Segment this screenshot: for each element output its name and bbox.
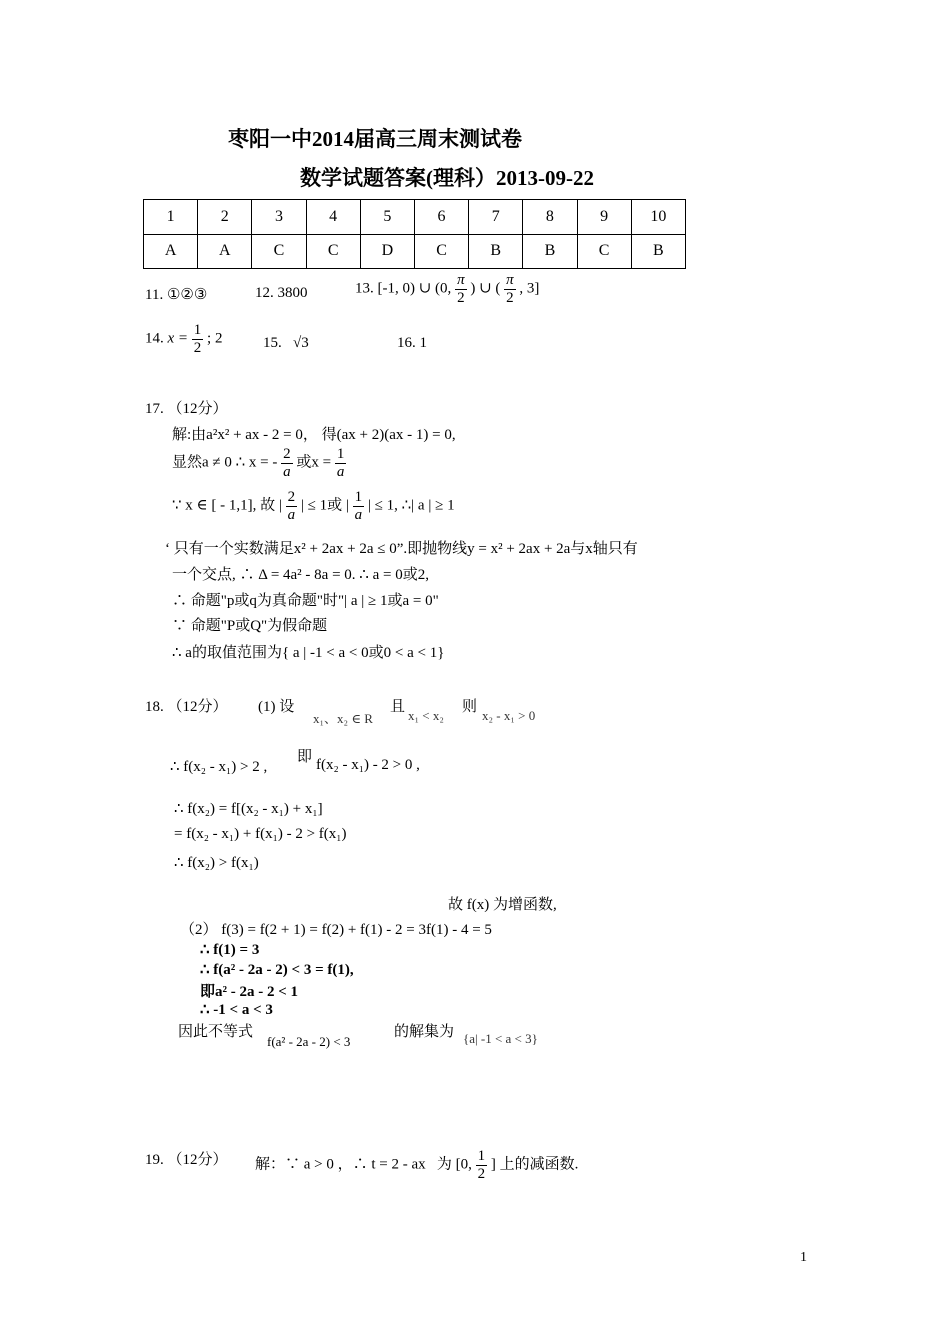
q18-diff-positive: x₂ - x₁ > 0 xyxy=(482,708,536,723)
answer-table-answer-cell: C xyxy=(306,234,360,269)
answer-table-answer-cell: B xyxy=(631,234,685,269)
q18-line-10: 即a² - 2a - 2 < 1 xyxy=(200,984,299,1000)
q18-line-2a: ∴ f(x₂ - x₁) > 2 , xyxy=(170,759,268,775)
q18-part1-label: (1) 设 xyxy=(258,699,295,715)
answer-table-answer-row xyxy=(144,234,686,269)
q17-line-1: 解:由a²x² + ax - 2 = 0， 得(ax + 2)(ax - 1) = 0, xyxy=(172,427,456,443)
q18-line-5: ∴ f(x₂) > f(x₁) xyxy=(174,855,259,871)
q18-line-4: = f(x₂ - x₁) + f(x₁) - 2 > f(x₁) xyxy=(174,826,347,842)
q19-heading: 19. （12分） xyxy=(145,1152,228,1168)
q17-line-2: 显然a ≠ 0 ∴ x = - $\frac{2}{a}$ 或x = $\frac{1}{a}$ xyxy=(172,446,345,480)
answer-table-number-cell: 8 xyxy=(523,200,577,235)
answer-12: 12. 3800 xyxy=(255,285,308,301)
page-number: 1 xyxy=(800,1250,807,1265)
q18-line-12b: f(a² - 2a - 2) < 3 xyxy=(267,1034,351,1049)
answer-table-answer-cell: B xyxy=(469,234,523,269)
q18-line-12a: 因此不等式 xyxy=(178,1024,254,1040)
title-line-2: 数学试题答案(理科）2013-09-22 xyxy=(300,166,594,190)
answer-13: 13. [-1, 0) ∪ (0, $\frac{\pi}{2}$ ) ∪ ( $\frac{\pi}{2}$ , 3] xyxy=(355,272,540,306)
q17-line-4: ‘ 只有一个实数满足x² + 2ax + 2a ≤ 0”.即抛物线y = x² + 2ax + 2a与x轴只有 xyxy=(165,541,638,557)
q18-line-9: ∴ f(a² - 2a - 2) < 3 = f(1), xyxy=(200,962,354,978)
q18-line-2b: f(x₂ - x₁) - 2 > 0 , xyxy=(316,757,420,773)
answer-table xyxy=(143,199,686,269)
answer-table-answer-cell: C xyxy=(252,234,306,269)
answer-16: 16. 1 xyxy=(397,335,427,351)
answer-table-answer-cell: A xyxy=(198,234,252,269)
answer-table-number-cell: 10 xyxy=(631,200,685,235)
answer-table-answer-cell: B xyxy=(523,234,577,269)
answer-table-number-cell: 6 xyxy=(414,200,468,235)
q18-and: 且 xyxy=(390,699,406,715)
q18-heading: 18. （12分） xyxy=(145,699,228,715)
q18-ji: 即 xyxy=(297,749,313,765)
answer-table-number-cell: 2 xyxy=(198,200,252,235)
answer-table-answer-cell: C xyxy=(414,234,468,269)
q18-line-8: ∴ f(1) = 3 xyxy=(200,942,260,958)
q17-line-3: ∵ x ∈ [ - 1,1], 故 | $\frac{2}{a}$ | ≤ 1或 | $\frac{1}{a}$ | ≤ 1, ∴| a | ≥ 1 xyxy=(172,489,455,523)
answer-table-answer-cell: A xyxy=(144,234,198,269)
q17-heading: 17. （12分） xyxy=(145,401,228,417)
answer-table-number-cell: 4 xyxy=(306,200,360,235)
q17-line-7: ∵ 命题"P或Q"为假命题 xyxy=(172,618,328,634)
answer-table-answer-cell: D xyxy=(360,234,414,269)
q17-line-8: ∴ a的取值范围为{ a | -1 < a < 0或0 < a < 1} xyxy=(172,645,445,661)
q18-line-11: ∴ -1 < a < 3 xyxy=(200,1002,273,1018)
answer-15: 15. √3 xyxy=(263,335,309,351)
answer-14: 14. x = $\frac{1}{2}$ ; 2 xyxy=(145,322,223,356)
answer-table-answer-cell: C xyxy=(577,234,631,269)
answer-table-number-cell: 9 xyxy=(577,200,631,235)
title-line-1: 枣阳一中2014届高三周末测试卷 xyxy=(228,127,522,151)
q18-line-6: 故 f(x) 为增函数, xyxy=(448,897,557,913)
q18-line-7: （2） f(3) = f(2 + 1) = f(2) + f(1) - 2 = 3f(1) - 4 = 5 xyxy=(180,922,492,938)
q18-line-3: ∴ f(x₂) = f[(x₂ - x₁) + x₁] xyxy=(174,801,323,817)
answer-11: 11. ①②③ xyxy=(145,287,208,303)
q17-line-6: ∴ 命题"p或q为真命题"时"| a | ≥ 1或a = 0" xyxy=(172,593,439,609)
q18-x-in-r: x₁、x₂ ∈ R xyxy=(313,711,373,726)
q19-line: 解：∵ a > 0 ，∴ t = 2 - ax 为 [0, $\frac{1}{2}$ ] 上的减函数. xyxy=(255,1148,579,1182)
answer-table-number-cell: 7 xyxy=(469,200,523,235)
answer-table-number-cell: 1 xyxy=(144,200,198,235)
q18-line-12d: {a| -1 < a < 3} xyxy=(463,1031,538,1046)
answer-table-number-cell: 5 xyxy=(360,200,414,235)
answer-table-number-cell: 3 xyxy=(252,200,306,235)
q18-line-12c: 的解集为 xyxy=(394,1024,455,1040)
answer-table-number-row xyxy=(144,200,686,235)
q17-line-5: 一个交点, ∴ Δ = 4a² - 8a = 0. ∴ a = 0或2, xyxy=(172,567,429,583)
q18-then: 则 xyxy=(462,699,478,715)
q18-x1-lt-x2: x₁ < x₂ xyxy=(408,708,444,723)
